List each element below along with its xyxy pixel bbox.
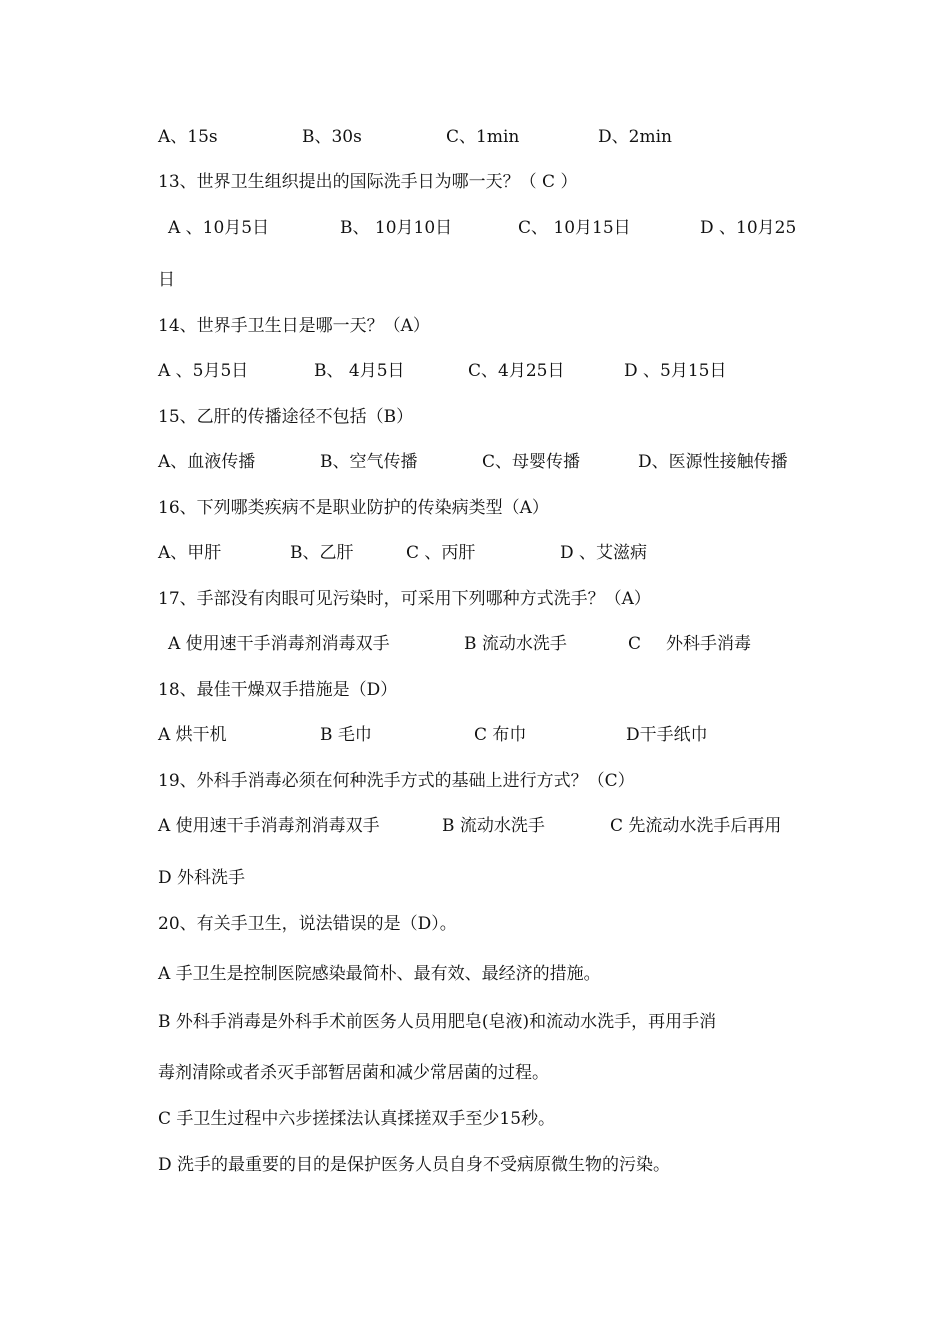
- q17-option-c-text: 外科手消毒: [666, 634, 751, 654]
- q19-option-c: C 先流动水洗手后再用: [610, 816, 782, 836]
- q18-option-a: A 烘干机: [158, 725, 227, 745]
- q17-option-c: C: [628, 634, 642, 654]
- q17-option-a: A 使用速干手消毒剂消毒双手: [168, 634, 390, 654]
- q19-option-d: D 外科洗手: [158, 868, 246, 888]
- q20-option-d: D 洗手的最重要的目的是保护医务人员自身不受病原微生物的污染。: [158, 1155, 671, 1175]
- q18-option-c: C 布巾: [474, 725, 527, 745]
- q12-option-b: B、30s: [302, 127, 362, 147]
- q15-option-b: B、空气传播: [320, 452, 418, 472]
- q12-option-d: D、2min: [598, 127, 672, 147]
- q13-question: 13、世界卫生组织提出的国际洗手日为哪一天？（ C ）: [158, 172, 578, 192]
- q18-option-d: D干手纸巾: [626, 725, 708, 745]
- q19-option-a: A 使用速干手消毒剂消毒双手: [158, 816, 380, 836]
- q19-option-b: B 流动水洗手: [442, 816, 545, 836]
- q12-option-c: C、1min: [446, 127, 520, 147]
- q15-option-d: D、医源性接触传播: [638, 452, 788, 472]
- q17-question: 17、手部没有肉眼可见污染时，可采用下列哪种方式洗手？（A）: [158, 589, 651, 609]
- q16-option-c: C 、丙肝: [406, 543, 476, 563]
- q15-option-a: A、血液传播: [158, 452, 256, 472]
- q14-option-a: A 、5月5日: [158, 361, 249, 381]
- q16-option-d: D 、艾滋病: [560, 543, 648, 563]
- q16-option-b: B、乙肝: [290, 543, 354, 563]
- q17-option-b: B 流动水洗手: [464, 634, 567, 654]
- q20-option-c: C 手卫生过程中六步搓揉法认真揉搓双手至少15秒。: [158, 1109, 556, 1129]
- q20-question: 20、有关手卫生，说法错误的是（D）。: [158, 914, 457, 934]
- q15-option-c: C、母婴传播: [482, 452, 581, 472]
- q19-question: 19、外科手消毒必须在何种洗手方式的基础上进行方式？（C）: [158, 771, 635, 791]
- q13-option-c: C、 10月15日: [518, 218, 631, 238]
- q20-option-b: B 外科手消毒是外科手术前医务人员用肥皂(皂液)和流动水洗手，再用手消: [158, 1012, 717, 1032]
- q12-option-a: A、15s: [158, 127, 218, 147]
- q14-option-d: D 、5月15日: [624, 361, 727, 381]
- q13-option-d-continued: 日: [158, 270, 175, 290]
- q16-question: 16、下列哪类疾病不是职业防护的传染病类型（A）: [158, 498, 549, 518]
- q15-question: 15、乙肝的传播途径不包括（B）: [158, 407, 414, 427]
- q20-option-a: A 手卫生是控制医院感染最简朴、最有效、最经济的措施。: [158, 964, 601, 984]
- q13-option-a: A 、10月5日: [168, 218, 270, 238]
- q18-question: 18、最佳干燥双手措施是（D）: [158, 680, 398, 700]
- q14-option-c: C、4月25日: [468, 361, 565, 381]
- q13-option-d: D 、10月25: [700, 218, 797, 238]
- q14-option-b: B、 4月5日: [314, 361, 405, 381]
- q18-option-b: B 毛巾: [320, 725, 372, 745]
- q14-question: 14、世界手卫生日是哪一天？（A）: [158, 316, 430, 336]
- q20-option-b-continued: 毒剂清除或者杀灭手部暂居菌和减少常居菌的过程。: [158, 1063, 549, 1083]
- q13-option-b: B、 10月10日: [340, 218, 453, 238]
- q16-option-a: A、甲肝: [158, 543, 222, 563]
